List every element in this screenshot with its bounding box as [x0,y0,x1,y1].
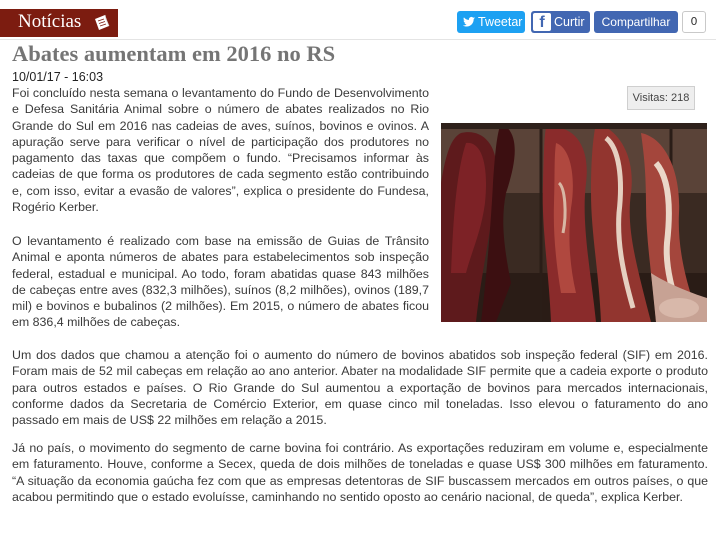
section-tab-noticias[interactable] [0,9,118,37]
article-paragraph-3: Um dos dados que chamou a atenção foi o aumento do número de bovinos abatidos sob inspeção federal (SIF) em 2016. Foram mais de 52 mil cabeças em relação ao ano anterior. Abater na modalidade SIF permite que a cadeia exporte o produto para outros estados e países. O Rio Grande do Sul aumentou a exportação de bovinos para mercados internacionais, conforme dados da Secretaria de Comércio Exterior, em quase cinco mil toneladas. Isso elevou o faturamento do ano passado em mais de US$ 22 milhões em relação a 2015. [12,348,708,428]
article-photo[interactable] [441,123,707,322]
share-button[interactable]: Compartilhar [594,11,678,33]
article-date: 10/01/17 - 16:03 [12,70,104,84]
twitter-bird-icon [462,15,476,29]
like-label: Curtir [554,15,585,29]
facebook-like-button[interactable] [531,11,590,33]
visits-counter: Visitas: 218 [627,86,695,110]
document-icon [92,13,112,33]
section-label: Notícias [18,11,82,32]
article-title: Abates aumentam em 2016 no RS [12,41,336,66]
article-paragraph-1: Foi concluído nesta semana o levantamento do Fundo de Desenvolvimento e Defesa Sanitária Animal sobre o número de abates realizados no Rio Grande do Sul em 2016 nas cadeias de aves, suínos, bovinos e ovinos. A apuração serve para verificar o nível de participação dos produtores no pagamento das taxas que compõem o fundo. “Precisamos informar às cadeias de que forma os produtores de cada segmento estão contribuindo e, com isso, evitar a evasão de valores”, explica o presidente do Fundesa, Rogério Kerber. [12,86,429,215]
tweet-button[interactable] [457,11,525,33]
section-header-bar [0,0,716,40]
facebook-f-icon: f [533,13,551,31]
meat-carcasses-image [441,123,707,322]
tweet-label: Tweetar [478,15,523,29]
share-count: 0 [682,11,706,33]
article-paragraph-4: Já no país, o movimento do segmento de carne bovina foi contrário. As exportações reduziram em volume e, especialmente em faturamento. Houve, conforme a Secex, queda de dois milhões de toneladas e quase US$ 300 milhões em faturamento. “A situação da economia gaúcha fez com que as empresas detentoras de SIF buscassem mercados em outros países, o que acabou permitindo que o estado evoluísse, caminhando no sentido oposto ao cenário nacional, de queda”, explica Kerber. [12,441,708,504]
article-paragraph-2: O levantamento é realizado com base na emissão de Guias de Trânsito Animal e aponta números de abates para estabelecimentos sob inspeção federal, estadual e municipal. Ao todo, foram abatidas quase 843 milhões de cabeças entre aves (832,3 milhões), suínos (8,2 milhões), ovinos (189,7 mil) e bovinos e bubalinos (2 milhões). Em 2015, o número de abates ficou em 836,4 milhões de cabeças. [12,234,429,330]
